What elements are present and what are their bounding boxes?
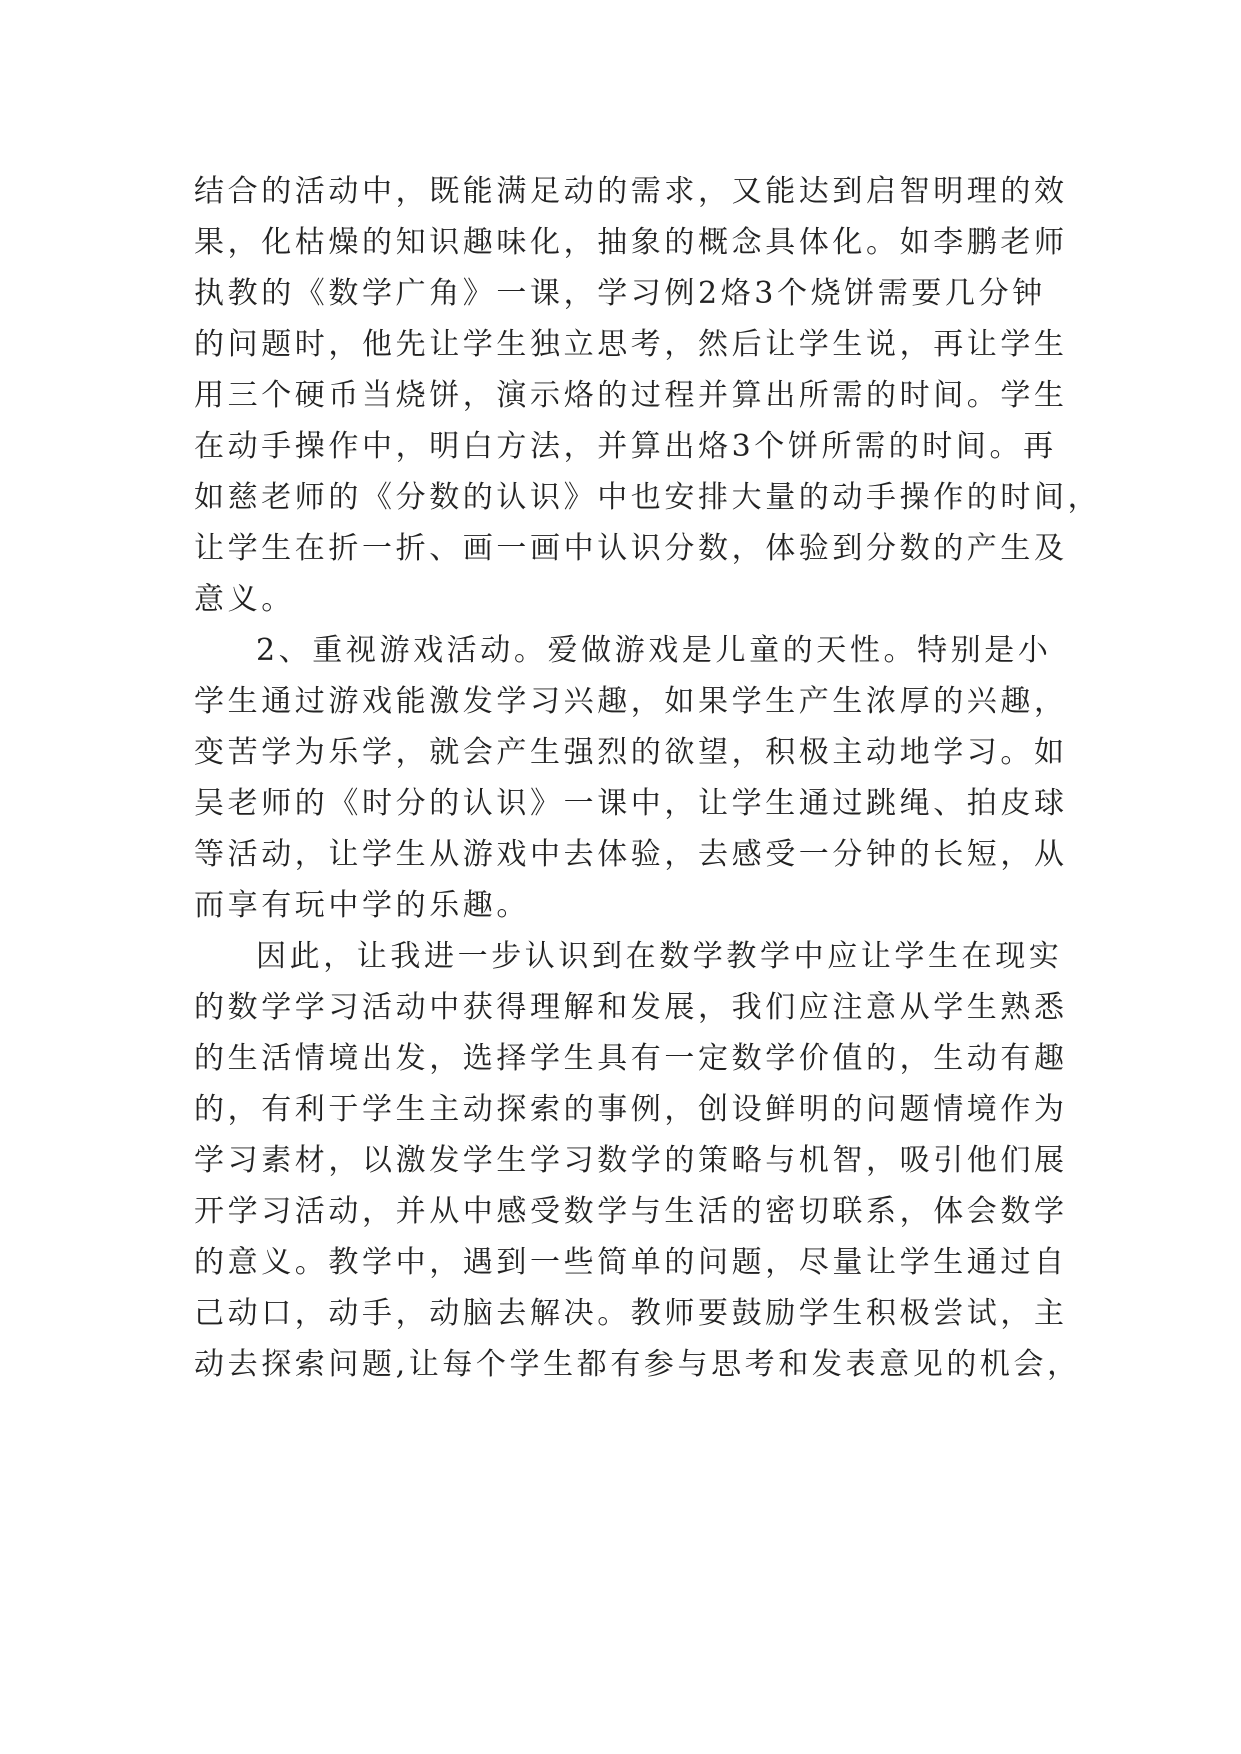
text-line: 而享有玩中学的乐趣。 (194, 888, 530, 923)
text-line: 果，化枯燥的知识趣味化，抽象的概念具体化。如李鹏老师 (194, 225, 1068, 260)
text-line: 学生通过游戏能激发学习兴趣，如果学生产生浓厚的兴趣， (194, 684, 1068, 719)
paragraph-start-line: 2、重视游戏活动。爱做游戏是儿童的天性。特别是小 (256, 633, 1052, 668)
text-line: 在动手操作中，明白方法，并算出烙3个饼所需的时间。再 (194, 429, 1057, 464)
text-line: 执教的《数学广角》一课，学习例2烙3个烧饼需要几分钟 (194, 276, 1046, 311)
text-line: 己动口，动手，动脑去解决。教师要鼓励学生积极尝试，主 (194, 1296, 1068, 1331)
text-line: 的意义。教学中，遇到一些简单的问题，尽量让学生通过自 (194, 1245, 1068, 1280)
text-line: 等活动，让学生从游戏中去体验，去感受一分钟的长短，从 (194, 837, 1068, 872)
text-line: 动去探索问题,让每个学生都有参与思考和发表意见的机会， (194, 1347, 1081, 1382)
text-line: 的数学学习活动中获得理解和发展，我们应注意从学生熟悉 (194, 990, 1068, 1025)
text-line: 吴老师的《时分的认识》一课中，让学生通过跳绳、拍皮球 (194, 786, 1068, 821)
paragraph-start-line: 因此，让我进一步认识到在数学教学中应让学生在现实 (256, 939, 1063, 974)
text-line: 的生活情境出发，选择学生具有一定数学价值的，生动有趣 (194, 1041, 1068, 1076)
text-line: 意义。 (194, 582, 295, 617)
text-line: 如慈老师的《分数的认识》中也安排大量的动手操作的时间， (194, 480, 1102, 515)
text-line: 让学生在折一折、画一画中认识分数，体验到分数的产生及 (194, 531, 1068, 566)
text-line: 学习素材，以激发学生学习数学的策略与机智，吸引他们展 (194, 1143, 1068, 1178)
text-line: 开学习活动，并从中感受数学与生活的密切联系，体会数学 (194, 1194, 1068, 1229)
text-line: 结合的活动中，既能满足动的需求，又能达到启智明理的效 (194, 174, 1068, 209)
body-text (194, 166, 1102, 1390)
text-line: 的，有利于学生主动探索的事例，创设鲜明的问题情境作为 (194, 1092, 1068, 1127)
text-line: 的问题时，他先让学生独立思考，然后让学生说，再让学生 (194, 327, 1068, 362)
text-line: 用三个硬币当烧饼，演示烙的过程并算出所需的时间。学生 (194, 378, 1068, 413)
text-line: 变苦学为乐学，就会产生强烈的欲望，积极主动地学习。如 (194, 735, 1068, 770)
